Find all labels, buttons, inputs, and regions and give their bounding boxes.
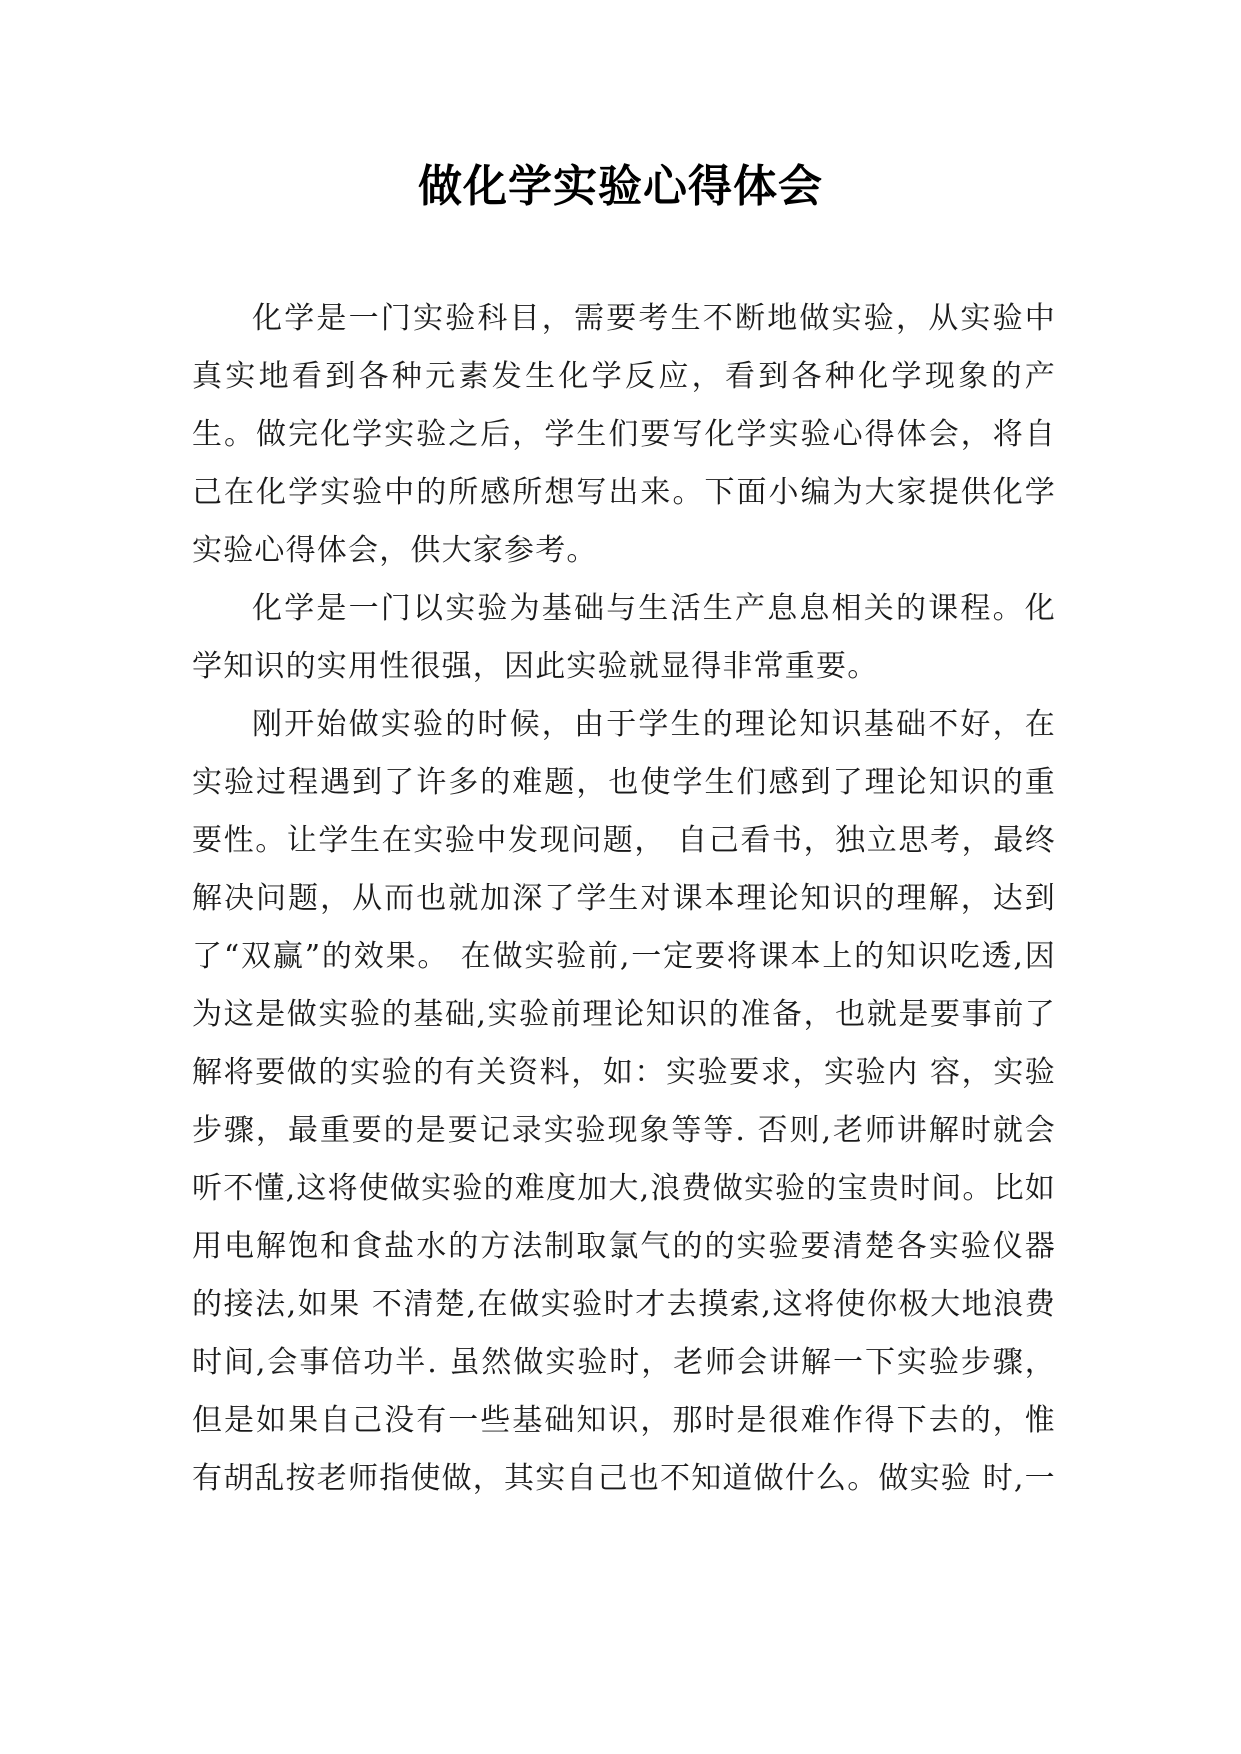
document-title: 做化学实验心得体会	[418, 161, 823, 212]
paragraph-importance: 化学是一门以实验为基础与生活生产息息相关的课程。化学知识的实用性很强，因此实验就显得非常重要。	[192, 591, 1056, 684]
paragraph-intro: 化学是一门实验科目，需要考生不断地做实验，从实验中真实地看到各种元素发生化学反应，看到各种化学现象的产生。做完化学实验之后，学生们要写化学实验心得体会，将自己在化学实验中的所感所想写出来。下面小编为大家提供化学实验心得体会，供大家参考。	[192, 301, 1056, 568]
document-body	[192, 290, 1056, 1508]
paragraph-experience: 刚开始做实验的时候，由于学生的理论知识基础不好，在实验过程遇到了许多的难题，也使学生们感到了理论知识的重要性。让学生在实验中发现问题， 自己看书，独立思考，最终解决问题，从而也就加深了学生对课本理论知识的理解，达到了“双赢”的效果。 在做实验前,一定要将课本上的知识吃透,因为这是做实验的基础,实验前理论知识的准备，也就是要事前了解将要做的实验的有关资料，如：实验要求，实验内 容，实验步骤，最重要的是要记录实验现象等等. 否则,老师讲解时就会听不懂,这将使做实验的难度加大,浪费做实验的宝贵时间。比如用电解饱和食盐水的方法制取氯气的的实验要清楚各实验仪器的接法,如果 不清楚,在做实验时才去摸索,这将使你极大地浪费时间,会事倍功半. 虽然做实验时，老师会讲解一下实验步骤，但是如果自己没有一些基础知识，那时是很难作得下去的，惟有胡乱按老师指使做，其实自己也不知道做什么。做实验 时,一	[192, 707, 1056, 1496]
